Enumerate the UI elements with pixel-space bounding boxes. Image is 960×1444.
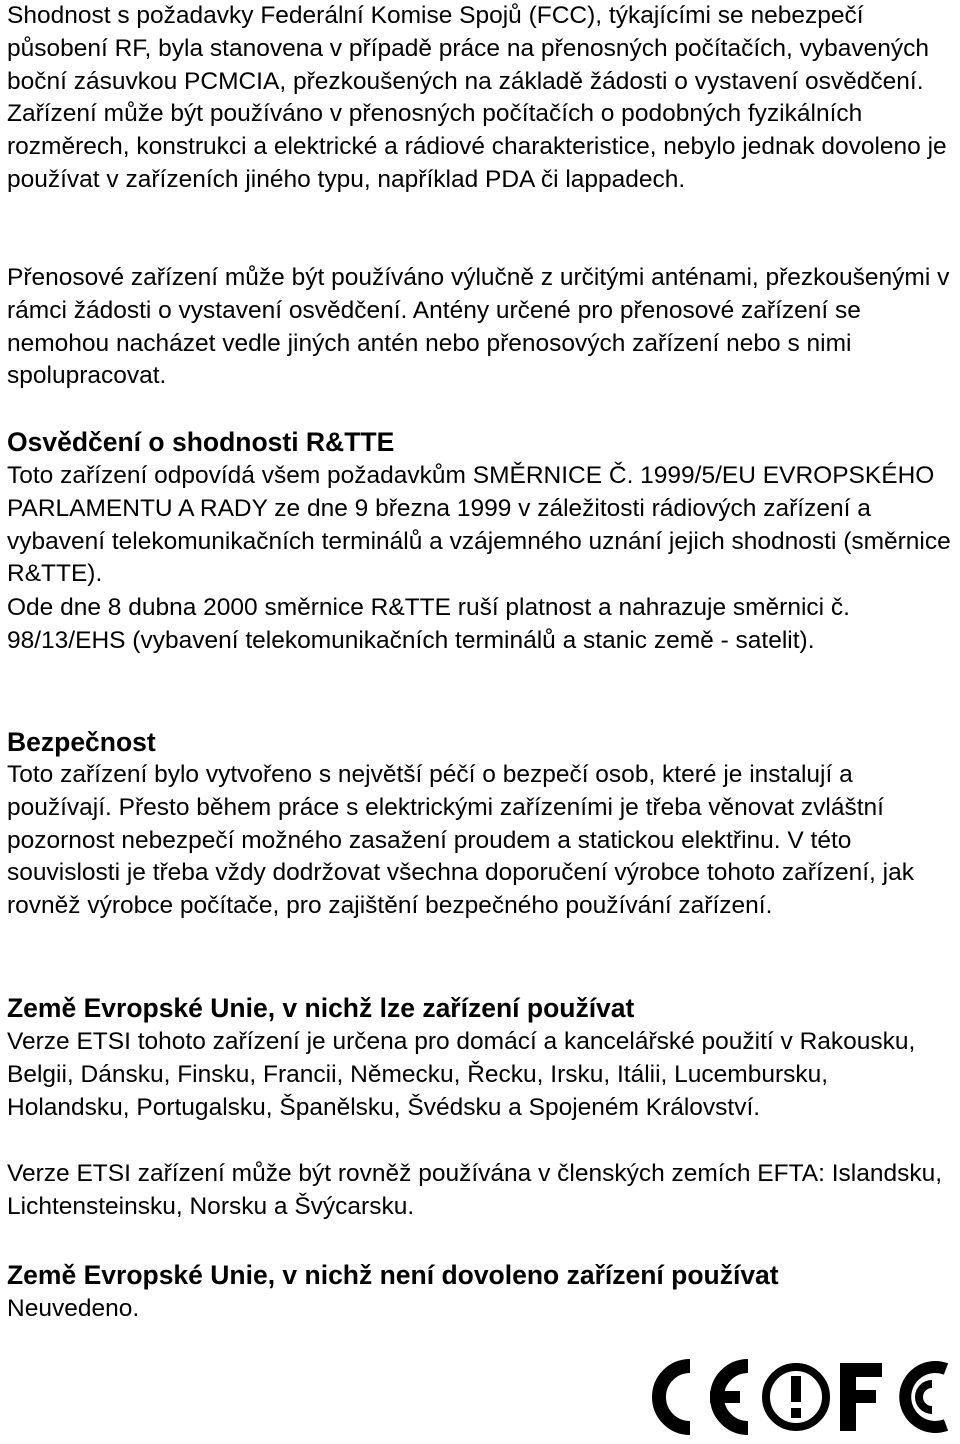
rtte-heading: Osvědčení o shodnosti R&TTE [7,427,395,457]
antenna-paragraph: Přenosové zařízení může být používáno výlučně z určitými anténami, přezkoušenými v rámci žádosti o vystavení osvědčení. Antény určené pro přenosové zařízení se nemohou nacházet vedle jiných antén nebo přenosových zařízení nebo s nimi spolupracovat. [7,264,950,390]
fcc-paragraph: Shodnost s požadavky Federální Komise Spojů (FCC), týkajícími se nebezpečí působení RF, byla stanovena v případě práce na přenosných počítačích, vybavených boční zásuvkou PCMCIA, přezkoušených na základě žádosti o vystavení osvědčení. Zařízení může být používáno v přenosných počítačích o podobných fyzikálních rozměrech, konstrukci a elektrické a rádiové charakteristice, nebylo jednak dovoleno je používat v zařízeních jiného typu, například PDA či lappadech. [7,2,947,193]
eu-allowed-paragraph: Verze ETSI tohoto zařízení je určena pro domácí a kancelářské použití v Rakousku, Belgii, Dánsku, Finsku, Francii, Německu, Řecku, Irsku, Itálii, Lucembursku, Holandsku, Portugalsku, Španělsku, Švédsku a Spojeném Království. [7,1028,916,1121]
eu-not-allowed-heading: Země Evropské Unie, v nichž není dovoleno zařízení používat [7,1260,779,1290]
rtte-replacement-paragraph: Ode dne 8 dubna 2000 směrnice R&TTE ruší platnost a nahrazuje směrnici č. 98/13/EHS (vybavení telekomunikačních terminálů a stanic země - satelit). [7,594,850,654]
safety-heading: Bezpečnost [7,727,156,757]
eu-not-allowed-paragraph: Neuvedeno. [7,1295,140,1322]
rtte-paragraph: Toto zařízení odpovídá všem požadavkům SMĚRNICE Č. 1999/5/EU EVROPSKÉHO PARLAMENTU A RADY ze dne 9 března 1999 v záležitosti rádiových zařízení a vybavení telekomunikačních terminálů a vzájemného uznání jejich shodnosti (směrnice R&TTE). [7,462,951,588]
certification-marks-graphic [628,1356,960,1438]
safety-paragraph: Toto zařízení bylo vytvořeno s největší péčí o bezpečí osob, které je instalují a používají. Přesto během práce s elektrickými zařízeními je třeba věnovat zvláštní pozornost nebezpečí možného zasažení proudem a statickou elektřinu. V této souvislosti je třeba vždy dodržovat všechna doporučení výrobce tohoto zařízení, jak rovněž výrobce počítače, pro zajištění bezpečného používání zařízení. [7,761,914,920]
fcc-logo-icon [840,1363,946,1431]
ce-mark-icon [659,1366,748,1428]
eu-allowed-heading: Země Evropské Unie, v nichž lze zařízení používat [7,993,635,1023]
class2-alert-icon [766,1367,826,1427]
certification-marks [628,1356,960,1438]
efta-paragraph: Verze ETSI zařízení může být rovněž používána v členských zemích EFTA: Islandsku, Lichtensteinsku, Norsku a Švýcarsku. [7,1160,943,1220]
